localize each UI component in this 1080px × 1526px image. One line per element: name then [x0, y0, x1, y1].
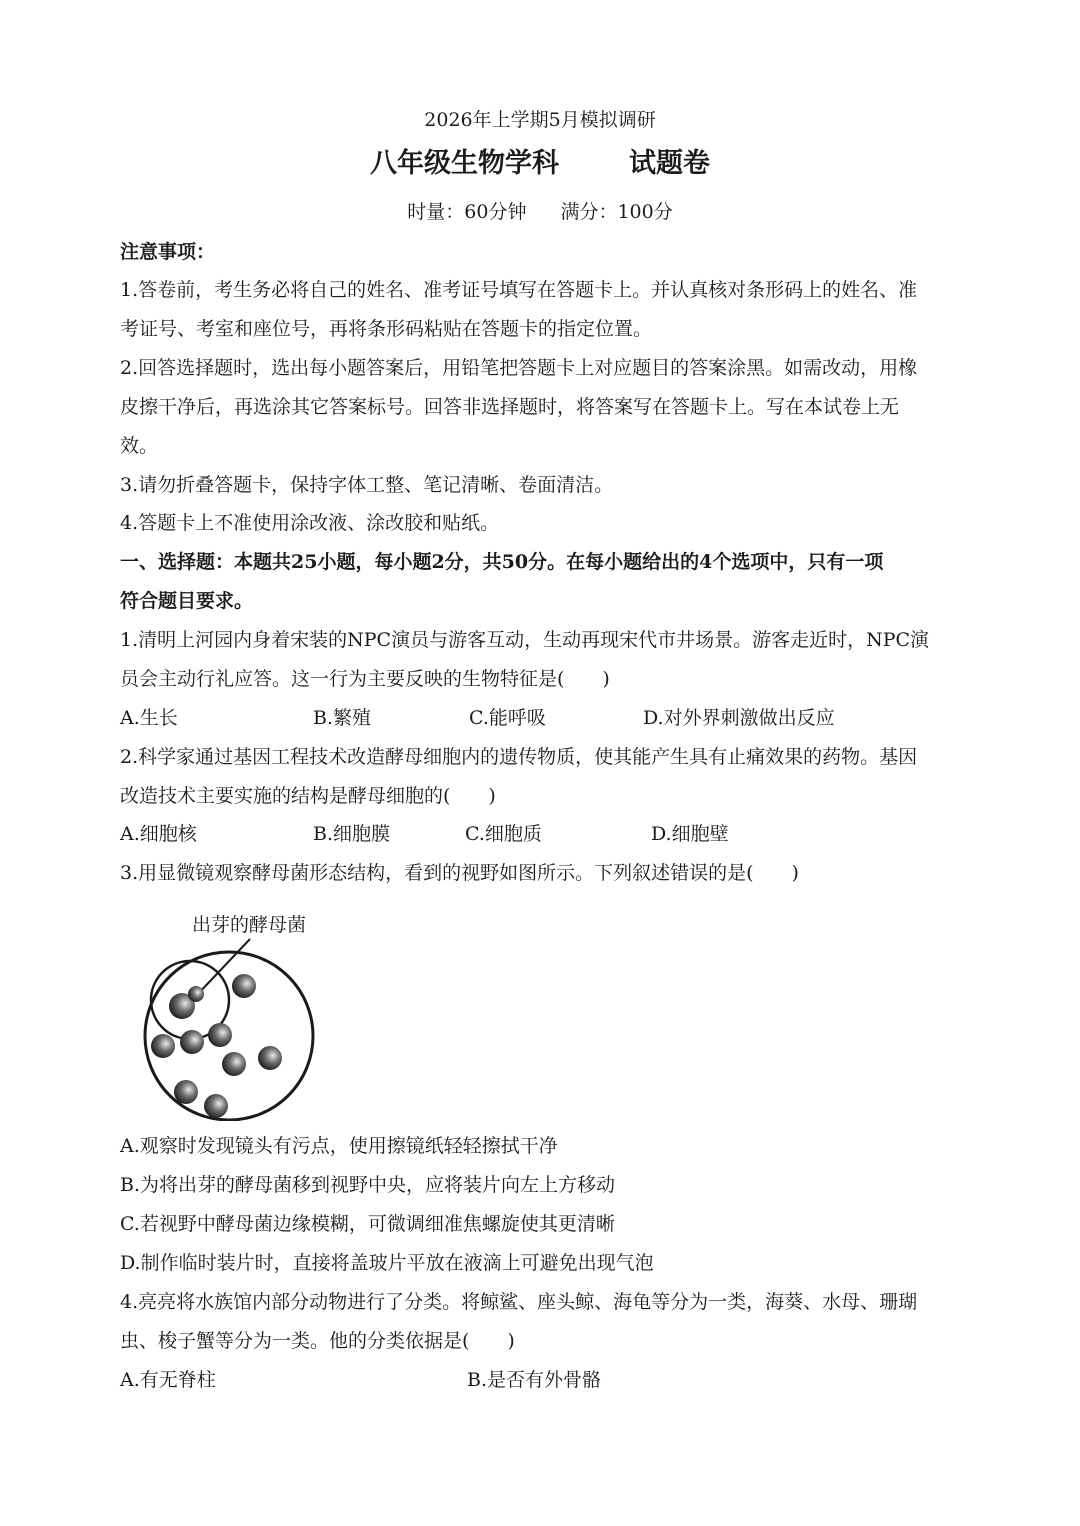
question-2-option-d: D.细胞壁 [651, 823, 729, 845]
section-heading-cont: 符合题目要求。 [120, 590, 254, 612]
question-1-option-c: C.能呼吸 [469, 707, 546, 729]
question-2-option-c: C.细胞质 [465, 823, 542, 845]
exam-session: 2026年上学期5月模拟调研 [424, 109, 656, 131]
notice-heading: 注意事项： [120, 241, 216, 263]
question-1-option-a: A.生长 [120, 707, 178, 729]
yeast-microscope-figure [134, 906, 324, 1121]
question-4-option-b: B.是否有外骨骼 [467, 1369, 602, 1391]
notice-line: 效。 [120, 435, 159, 457]
notice-line: 皮擦干净后，再选涂其它答案标号。回答非选择题时，将答案写在答题卡上。写在本试卷上无 [120, 396, 900, 418]
notice-line: 2.回答选择题时，选出每小题答案后，用铅笔把答题卡上对应题目的答案涂黑。如需改动，用橡 [120, 357, 918, 379]
question-1-option-d: D.对外界刺激做出反应 [643, 707, 835, 729]
question-2-stem-cont: 改造技术主要实施的结构是酵母细胞的( ) [120, 785, 496, 807]
title-subject: 八年级生物学科 [370, 148, 559, 179]
question-4-option-a: A.有无脊柱 [120, 1369, 216, 1391]
exam-full-score: 满分：100分 [560, 201, 673, 223]
microscope-field-diagram [134, 936, 324, 1121]
notice-line: 1.答卷前，考生务必将自己的姓名、准考证号填写在答题卡上。并认真核对条形码上的姓名、准 [120, 279, 918, 301]
question-4-stem: 4.亮亮将水族馆内部分动物进行了分类。将鲸鲨、座头鲸、海龟等分为一类，海葵、水母、珊瑚 [120, 1291, 918, 1313]
title-paper: 试题卷 [629, 148, 710, 179]
exam-duration-score [0, 198, 1080, 226]
notice-line: 考证号、考室和座位号，再将条形码粘贴在答题卡的指定位置。 [120, 318, 653, 340]
question-2-option-a: A.细胞核 [120, 823, 197, 845]
notice-line: 4.答题卡上不准使用涂改液、涂改胶和贴纸。 [120, 512, 500, 534]
exam-title [0, 146, 1080, 182]
question-2-option-b: B.细胞膜 [313, 823, 391, 845]
question-3-option-d: D.制作临时装片时，直接将盖玻片平放在液滴上可避免出现气泡 [120, 1252, 654, 1274]
question-3-option-b: B.为将出芽的酵母菌移到视野中央，应将装片向左上方移动 [120, 1174, 616, 1196]
notice-line: 3.请勿折叠答题卡，保持字体工整、笔记清晰、卷面清洁。 [120, 474, 614, 496]
question-1-stem-cont: 员会主动行礼应答。这一行为主要反映的生物特征是( ) [120, 668, 610, 690]
question-2-stem: 2.科学家通过基因工程技术改造酵母细胞内的遗传物质，使其能产生具有止痛效果的药物。基因 [120, 746, 918, 768]
question-4-stem-cont: 虫、梭子蟹等分为一类。他的分类依据是( ) [120, 1330, 515, 1352]
question-3-option-c: C.若视野中酵母菌边缘模糊，可微调细准焦螺旋使其更清晰 [120, 1213, 615, 1235]
question-3-stem: 3.用显微镜观察酵母菌形态结构，看到的视野如图所示。下列叙述错误的是( ) [120, 862, 799, 884]
question-1-option-b: B.繁殖 [313, 707, 372, 729]
section-heading: 一、选择题：本题共25小题，每小题2分，共50分。在每小题给出的4个选项中，只有一项 [120, 551, 884, 573]
question-1-stem: 1.清明上河园内身着宋装的NPC演员与游客互动，生动再现宋代市井场景。游客走近时，NPC演 [120, 629, 930, 651]
question-3-option-a: A.观察时发现镜头有污点，使用擦镜纸轻轻擦拭干净 [120, 1135, 558, 1157]
budding-yeast-label: 出芽的酵母菌 [192, 914, 307, 936]
exam-time: 时量：60分钟 [407, 201, 527, 223]
